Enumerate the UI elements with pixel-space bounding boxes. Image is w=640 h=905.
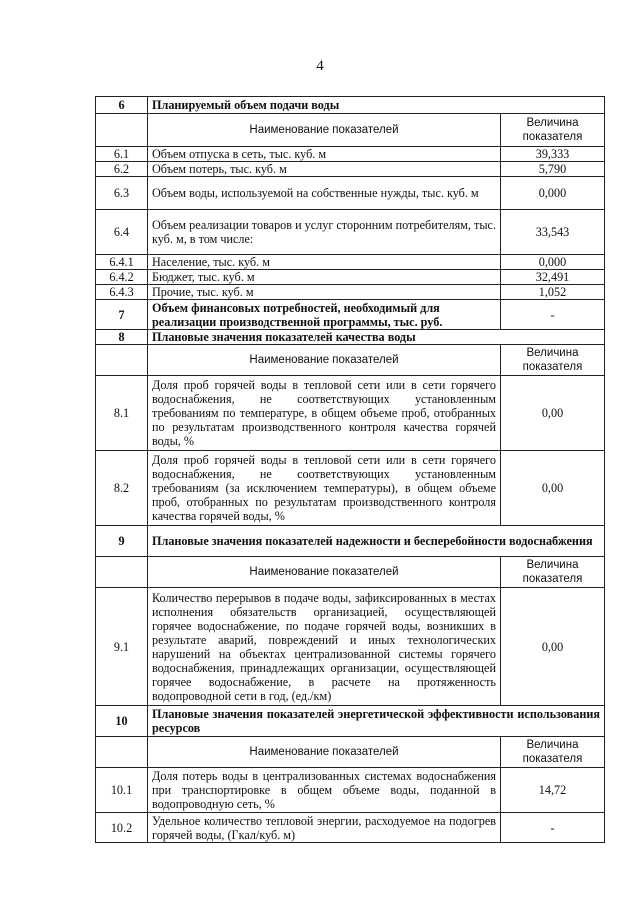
- section-row-9: [96, 526, 605, 557]
- column-header-name: Наименование показателей: [148, 557, 501, 588]
- row-number: 9.1: [96, 588, 148, 706]
- row-value: 33,543: [500, 210, 604, 255]
- empty-cell: [96, 737, 148, 768]
- row-value: 5,790: [500, 162, 604, 177]
- page-number: 4: [316, 58, 324, 74]
- table-row: [96, 270, 605, 285]
- section-row-8: [96, 330, 605, 345]
- row-number: 6.4.2: [96, 270, 148, 285]
- table-row: [96, 451, 605, 526]
- table-row: [96, 147, 605, 162]
- section-title: Плановые значения показателей надежности и бесперебойности водоснабжения: [148, 526, 605, 557]
- row-number: 10.2: [96, 813, 148, 843]
- section-number: 10: [96, 706, 148, 737]
- section-row-7: [96, 300, 605, 330]
- column-header-value: Величина показателя: [500, 737, 604, 768]
- table-row: [96, 376, 605, 451]
- row-name: Объем реализации товаров и услуг сторонним потребителям, тыс. куб. м, в том числе:: [148, 210, 501, 255]
- empty-cell: [96, 557, 148, 588]
- column-header-name: Наименование показателей: [148, 345, 501, 376]
- row-number: 6.2: [96, 162, 148, 177]
- header-row: [96, 114, 605, 147]
- section-title: Плановые значения показателей энергетической эффективности использования ресурсов: [148, 706, 605, 737]
- header-row: [96, 737, 605, 768]
- section-number: 6: [96, 97, 148, 114]
- row-number: 10.1: [96, 768, 148, 813]
- row-number: 6.4.1: [96, 255, 148, 270]
- empty-cell: [96, 345, 148, 376]
- section-title: Планируемый объем подачи воды: [148, 97, 605, 114]
- row-number: 6.3: [96, 177, 148, 210]
- row-name: Количество перерывов в подаче воды, зафиксированных в местах исполнения обязательств организацией, осуществляющей горячее водоснабжение, по подаче горячей воды, возникших в результате аварий, повреждений и иных технологических нарушений на объектах централизованной системы горячего водоснабжения, принадлежащих организации, осуществляющей горячее водоснабжение, в расчете на протяженность водопроводной сети в год, (ед./км): [148, 588, 501, 706]
- section-number: 9: [96, 526, 148, 557]
- row-number: 8.1: [96, 376, 148, 451]
- row-number: 6.4.3: [96, 285, 148, 300]
- table-row: [96, 813, 605, 843]
- header-row: [96, 557, 605, 588]
- section-row-6: [96, 97, 605, 114]
- row-name: Бюджет, тыс. куб. м: [148, 270, 501, 285]
- row-value: 1,052: [500, 285, 604, 300]
- section-title: Объем финансовых потребностей, необходимый для реализации производственной программы, тыс. руб.: [148, 300, 501, 330]
- section-number: 8: [96, 330, 148, 345]
- section-title: Плановые значения показателей качества воды: [148, 330, 605, 345]
- row-number: 8.2: [96, 451, 148, 526]
- row-value: -: [500, 813, 604, 843]
- table-row: [96, 177, 605, 210]
- table-row: [96, 255, 605, 270]
- row-value: 14,72: [500, 768, 604, 813]
- section-row-10: [96, 706, 605, 737]
- table-row: [96, 210, 605, 255]
- header-row: [96, 345, 605, 376]
- column-header-value: Величина показателя: [500, 557, 604, 588]
- table-row: [96, 162, 605, 177]
- row-number: 6.4: [96, 210, 148, 255]
- row-name: Объем отпуска в сеть, тыс. куб. м: [148, 147, 501, 162]
- row-name: Объем потерь, тыс. куб. м: [148, 162, 501, 177]
- row-value: 0,00: [500, 376, 604, 451]
- row-name: Доля проб горячей воды в тепловой сети или в сети горячего водоснабжения, не соответствующих установленным требованиям (за исключением температуры), в общем объеме проб, отобранных по результатам производственного контроля качества горячей воды, %: [148, 451, 501, 526]
- row-number: 6.1: [96, 147, 148, 162]
- row-value: 32,491: [500, 270, 604, 285]
- column-header-value: Величина показателя: [500, 345, 604, 376]
- row-name: Доля проб горячей воды в тепловой сети или в сети горячего водоснабжения, не соответствующих установленным требованиям по температуре, в общем объеме проб, отобранных по результатам производственного контроля качества горячей воды, %: [148, 376, 501, 451]
- row-value: 39,333: [500, 147, 604, 162]
- row-value: 0,000: [500, 255, 604, 270]
- indicators-table: [95, 96, 605, 843]
- column-header-value: Величина показателя: [500, 114, 604, 147]
- row-name: Объем воды, используемой на собственные нужды, тыс. куб. м: [148, 177, 501, 210]
- row-value: 0,00: [500, 588, 604, 706]
- row-name: Доля потерь воды в централизованных системах водоснабжения при транспортировке в общем объеме воды, поданной в водопроводную сеть, %: [148, 768, 501, 813]
- row-name: Население, тыс. куб. м: [148, 255, 501, 270]
- row-value: 0,00: [500, 451, 604, 526]
- empty-cell: [96, 114, 148, 147]
- column-header-name: Наименование показателей: [148, 114, 501, 147]
- row-name: Прочие, тыс. куб. м: [148, 285, 501, 300]
- table-row: [96, 285, 605, 300]
- table-row: [96, 588, 605, 706]
- row-name: Удельное количество тепловой энергии, расходуемое на подогрев горячей воды, (Гкал/куб. м): [148, 813, 501, 843]
- row-value: 0,000: [500, 177, 604, 210]
- table-row: [96, 768, 605, 813]
- row-value: -: [500, 300, 604, 330]
- column-header-name: Наименование показателей: [148, 737, 501, 768]
- section-number: 7: [96, 300, 148, 330]
